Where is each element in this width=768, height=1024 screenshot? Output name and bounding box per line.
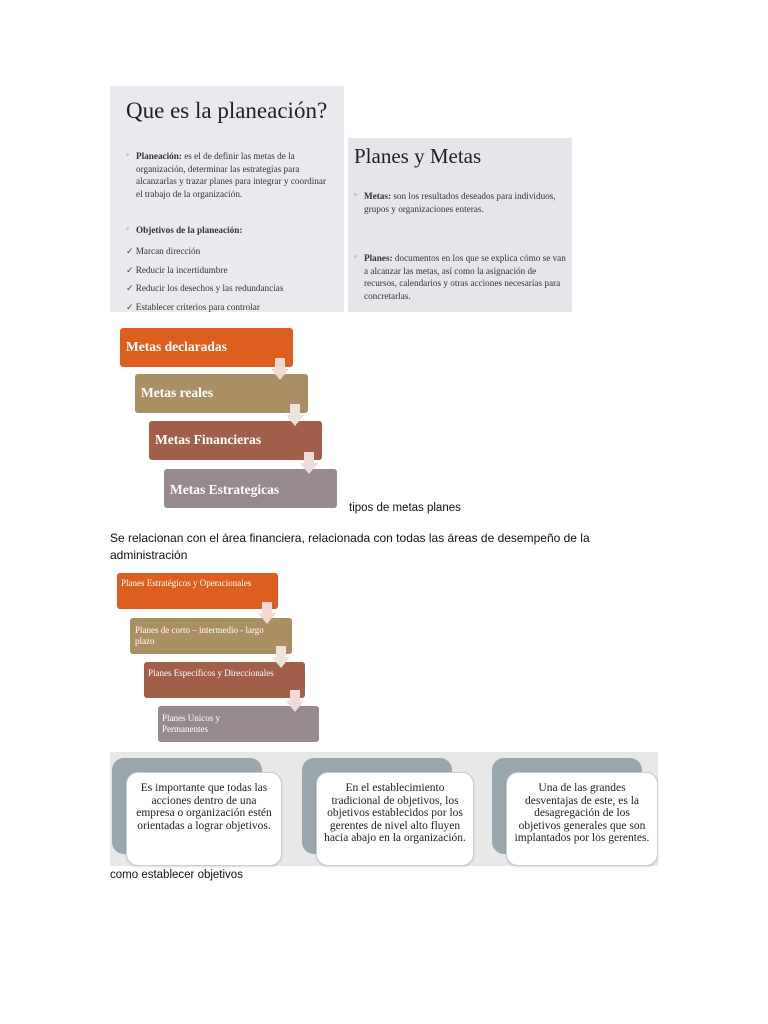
objetivos-label: Objetivos de la planeación: bbox=[136, 225, 243, 235]
bullet-icon: ◦ bbox=[126, 150, 129, 159]
caption-tipos-de-metas: tipos de metas planes bbox=[349, 502, 461, 514]
down-arrow-icon bbox=[271, 358, 289, 380]
objetivo-item bbox=[126, 242, 340, 261]
objetivos-list bbox=[126, 242, 340, 316]
checkmark-icon: ✓ bbox=[126, 246, 134, 256]
objetivo-item bbox=[126, 298, 340, 317]
metas-reales-box: Metas reales bbox=[135, 374, 308, 413]
checkmark-icon: ✓ bbox=[126, 283, 134, 293]
planes-text: documentos en los que se explica cómo se van a alcanzar las metas, así como la asignación de recursos, calendarios y otras acciones necesarias para concretarlas. bbox=[364, 253, 566, 301]
slide-title: Planes y Metas bbox=[354, 144, 482, 168]
objetivo-item bbox=[126, 261, 340, 280]
metas-financieras-box: Metas Financieras bbox=[149, 421, 322, 460]
metas-declaradas-box: Metas declaradas bbox=[120, 328, 293, 367]
objectives-diagram bbox=[110, 752, 658, 866]
objetivo-text: Establecer criterios para controlar bbox=[135, 301, 260, 312]
planeacion-text: es el de definir las metas de la organización, determinar las estrategias para alcanzarlas y trazar planes para integrar y coordinar el trabajo de la organización. bbox=[136, 151, 327, 199]
planes-definition bbox=[354, 252, 568, 302]
bullet-icon: ◦ bbox=[354, 252, 357, 261]
planes-label: Planes: bbox=[364, 253, 393, 263]
metas-text: son los resultados deseados para individuos, grupos y organizaciones enteras. bbox=[364, 191, 556, 214]
paragraph-area-financiera: Se relacionan con el área financiera, relacionada con todas las áreas de desempeño de la administración bbox=[110, 531, 590, 562]
objetivos-heading bbox=[126, 224, 334, 237]
checkmark-icon: ✓ bbox=[126, 264, 134, 275]
down-arrow-icon bbox=[258, 602, 276, 624]
down-arrow-icon bbox=[272, 646, 290, 668]
checkmark-icon: ✓ bbox=[126, 301, 134, 312]
metas-definition bbox=[354, 190, 568, 215]
objective-card: Es importante que todas las acciones dentro de una empresa o organización estén orientadas a lograr objetivos. bbox=[126, 772, 282, 866]
planeacion-label: Planeación: bbox=[136, 151, 182, 161]
down-arrow-icon bbox=[286, 404, 304, 426]
slide-planes-y-metas bbox=[348, 138, 572, 312]
planes-unicos-box: Planes Unicos y Permanentes bbox=[158, 706, 319, 742]
objetivo-text: Reducir los desechos y las redundancias bbox=[135, 283, 284, 293]
metas-label: Metas: bbox=[364, 191, 392, 201]
metas-estrategicas-box: Metas Estrategicas bbox=[164, 469, 337, 508]
planes-corto-largo-plazo-box: Planes de corto – intermedio - largo plazo bbox=[130, 618, 292, 654]
planes-estrategicos-box: Planes Estratégicos y Operacionales bbox=[117, 573, 278, 609]
bullet-icon: ◦ bbox=[126, 224, 129, 233]
objective-card: En el establecimiento tradicional de objetivos, los objetivos establecidos por los gerentes de nivel alto fluyen hacia abajo en la organización. bbox=[316, 772, 474, 866]
objetivo-item bbox=[126, 279, 340, 298]
objective-card: Una de las grandes desventajas de este, es la desagregación de los objetivos generales que son implantados por los gerentes. bbox=[506, 772, 658, 866]
planes-especificos-box: Planes Específicos y Direccionales bbox=[144, 662, 305, 698]
slide-que-es-la-planeacion bbox=[110, 86, 344, 312]
objetivo-text: Marcan dirección bbox=[135, 246, 201, 256]
caption-como-establecer-objetivos: como establecer objetivos bbox=[110, 869, 243, 881]
objetivo-text: Reducir la incertidumbre bbox=[135, 264, 228, 275]
slide-title: Que es la planeación? bbox=[126, 98, 328, 123]
bullet-icon: ◦ bbox=[354, 190, 357, 199]
down-arrow-icon bbox=[300, 452, 318, 474]
planeacion-definition bbox=[126, 150, 334, 200]
down-arrow-icon bbox=[286, 690, 304, 712]
